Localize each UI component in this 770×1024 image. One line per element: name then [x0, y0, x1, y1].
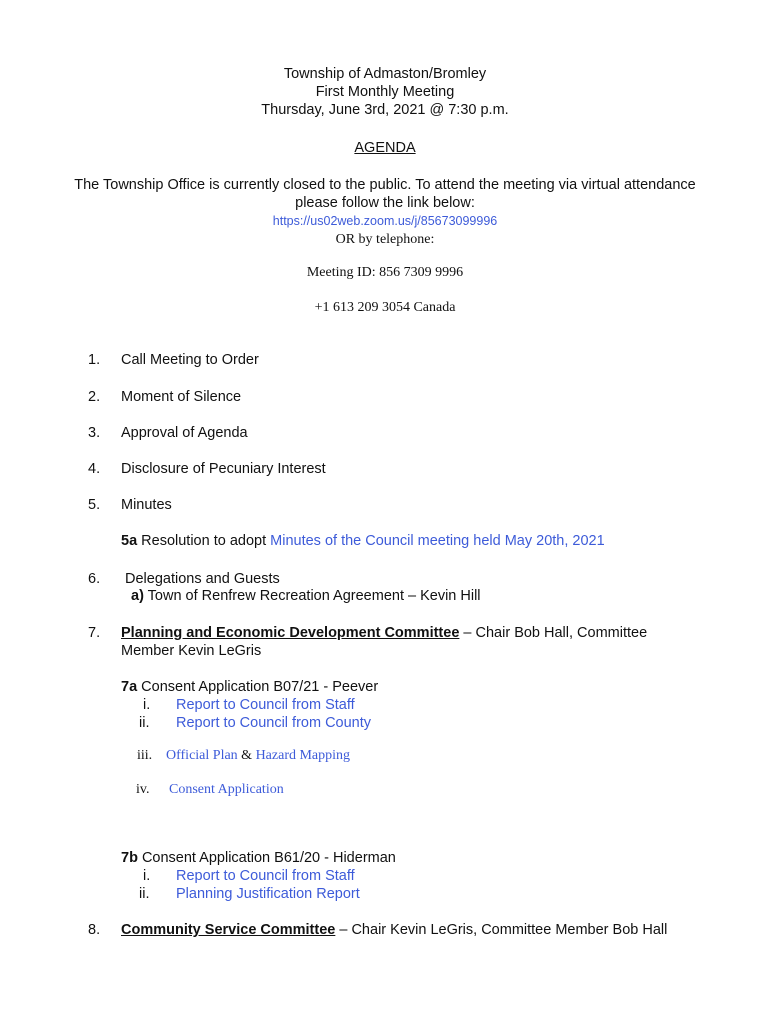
item-number: 3. [88, 425, 101, 441]
sub-number: ii. [139, 886, 150, 902]
item-text: Disclosure of Pecuniary Interest [121, 461, 326, 477]
planning-committee-chair: – Chair Bob Hall, Committee [459, 625, 648, 641]
agenda-item-6a [131, 588, 481, 604]
agenda-item-5a [121, 533, 605, 549]
item-7b-label: 7b [121, 850, 138, 866]
item-text: Approval of Agenda [121, 425, 248, 441]
staff-report-link[interactable]: Report to Council from Staff [176, 868, 355, 884]
item-5a-label: 5a [121, 533, 138, 549]
notice-line1: The Township Office is currently closed to the public. To attend the meeting via virtual attendance [74, 177, 696, 193]
hazard-mapping-link[interactable]: Hazard Mapping [255, 748, 351, 763]
county-report-link[interactable]: Report to Council from County [176, 715, 372, 731]
planning-justification-link[interactable]: Planning Justification Report [176, 886, 360, 902]
meeting-date: Thursday, June 3rd, 2021 @ 7:30 p.m. [261, 102, 509, 118]
zoom-link[interactable]: https://us02web.zoom.us/j/85673099996 [272, 214, 498, 228]
ampersand: & [237, 748, 256, 763]
meeting-title: First Monthly Meeting [315, 84, 455, 100]
sub-number: iii. [137, 748, 153, 763]
item-text: Call Meeting to Order [121, 352, 259, 368]
planning-committee-member: Member Kevin LeGris [121, 643, 262, 659]
sub-number: ii. [139, 715, 150, 731]
sub-number: i. [143, 697, 151, 713]
item-text: Moment of Silence [121, 389, 242, 405]
phone-number: +1 613 209 3054 Canada [314, 300, 456, 315]
or-telephone: OR by telephone: [335, 232, 435, 247]
agenda-heading-wrap [0, 140, 770, 156]
sub-number: i. [143, 868, 151, 884]
official-plan-link[interactable]: Official Plan [166, 748, 238, 763]
item-6a-text: Town of Renfrew Recreation Agreement – Kevin Hill [143, 588, 481, 604]
agenda-item-7b [121, 850, 396, 866]
agenda-item-7a [121, 679, 378, 695]
consent-application-link[interactable]: Consent Application [169, 782, 284, 797]
item-number: 8. [88, 922, 101, 938]
agenda-heading: AGENDA [354, 140, 416, 156]
community-committee-title: Community Service Committee [121, 922, 336, 938]
item-text: Minutes [121, 497, 172, 513]
planning-committee-title: Planning and Economic Development Committee [121, 625, 460, 641]
item-7a-label: 7a [121, 679, 138, 695]
item-5a-text: Resolution to adopt [137, 533, 271, 549]
item-number: 7. [88, 625, 101, 641]
notice-line2: please follow the link below: [295, 195, 475, 211]
staff-report-link[interactable]: Report to Council from Staff [176, 697, 355, 713]
item-text: Delegations and Guests [125, 571, 280, 587]
item-number: 5. [88, 497, 101, 513]
item-number: 1. [88, 352, 101, 368]
minutes-link[interactable]: Minutes of the Council meeting held May 20th, 2021 [270, 533, 605, 549]
township-title: Township of Admaston/Bromley [283, 66, 487, 82]
item-number: 4. [88, 461, 101, 477]
item-7a-text: Consent Application B07/21 - Peever [137, 679, 379, 695]
item-number: 6. [88, 571, 101, 587]
item-number: 2. [88, 389, 101, 405]
item-7b-text: Consent Application B61/20 - Hiderman [137, 850, 396, 866]
item-6a-label: a) [131, 588, 144, 604]
sub-number: iv. [136, 782, 150, 797]
meeting-id: Meeting ID: 856 7309 9996 [306, 265, 464, 280]
community-committee-chair: – Chair Kevin LeGris, Committee Member Bob Hall [335, 922, 668, 938]
